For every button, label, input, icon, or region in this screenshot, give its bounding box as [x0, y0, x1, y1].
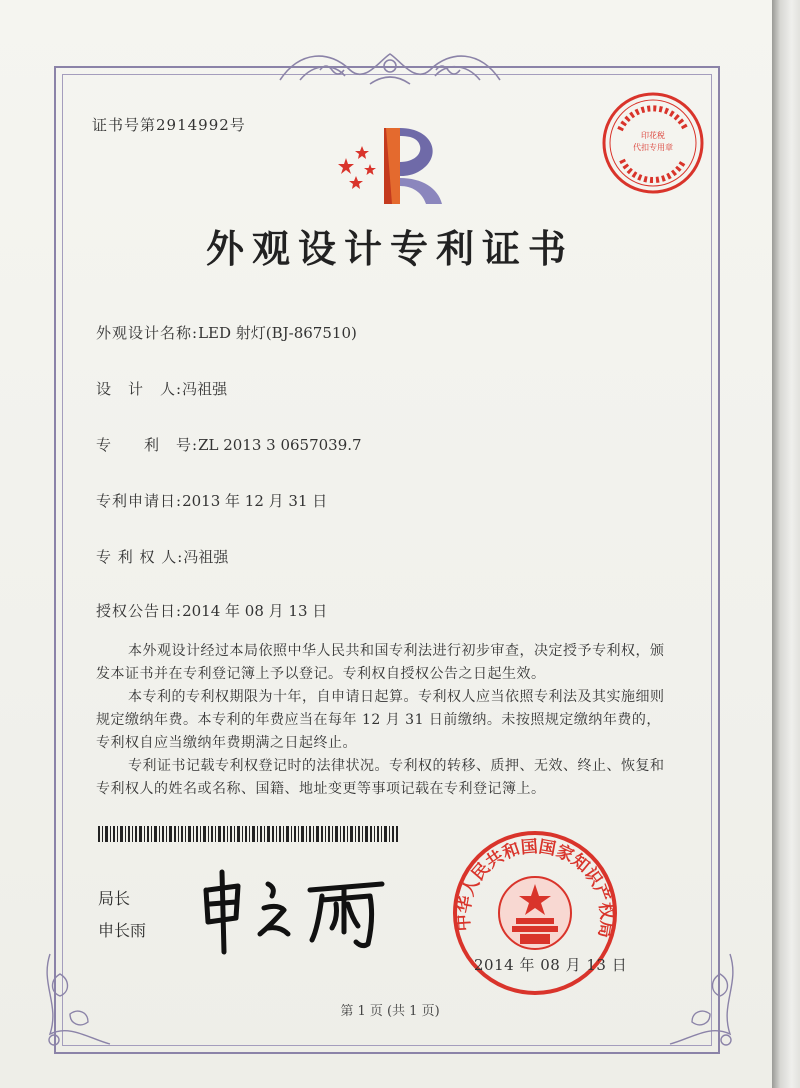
body-paragraph-3: 专利证书记载专利权登记时的法律状况。专利权的转移、质押、无效、终止、恢复和专利权人的姓名或名称、国籍、地址变更等事项记载在专利登记簿上。 [96, 758, 665, 797]
designer-field: 设 计 人:冯祖强 [96, 380, 228, 398]
bottom-left-ornament [30, 944, 120, 1054]
patent-number-field: 专 利 号:ZL 2013 3 0657039.7 [96, 436, 362, 454]
application-date-field: 专利申请日:2013 年 12 月 31 日 [96, 492, 328, 510]
top-ornament [270, 40, 510, 92]
barcode [98, 826, 398, 842]
director-signature [198, 868, 398, 958]
design-name-field: 外观设计名称:LED 射灯(BJ-867510) [96, 324, 357, 342]
svg-text:代扣专用章: 代扣专用章 [633, 143, 673, 152]
grant-date-field: 授权公告日:2014 年 08 月 13 日 [96, 602, 328, 620]
patent-office-emblem-icon [326, 118, 456, 214]
certificate-number: 证书号第2914992号 [92, 116, 246, 134]
seal-text: 中华人民共和国国家知识产权局 [453, 836, 617, 940]
director-name: 申长雨 [98, 921, 147, 940]
page-footer: 第 1 页 (共 1 页) [340, 1004, 440, 1019]
certificate-title: 外观设计专利证书 [205, 226, 574, 271]
bottom-right-ornament [660, 944, 750, 1054]
certificate-body [96, 640, 666, 801]
svg-text:印花税: 印花税 [641, 131, 665, 140]
tax-stamp-seal [600, 90, 706, 196]
patentee-field: 专 利 权 人:冯祖强 [96, 548, 229, 566]
seal-date: 2014 年 08 月 13 日 [474, 956, 628, 974]
binder-spine [772, 0, 800, 1088]
body-paragraph-1: 本外观设计经过本局依照中华人民共和国专利法进行初步审查，决定授予专利权，颁发本证书并在专利登记簿上予以登记。专利权自授权公告之日起生效。 [96, 643, 665, 682]
body-paragraph-2: 本专利的专利权期限为十年，自申请日起算。专利权人应当依照专利法及其实施细则规定缴纳年费。本专利的年费应当在每年 12 月 31 日前缴纳。未按照规定缴纳年费的，专利权自应当缴纳年费期满之日起终止。 [96, 689, 665, 751]
director-title: 局长 [98, 889, 131, 908]
